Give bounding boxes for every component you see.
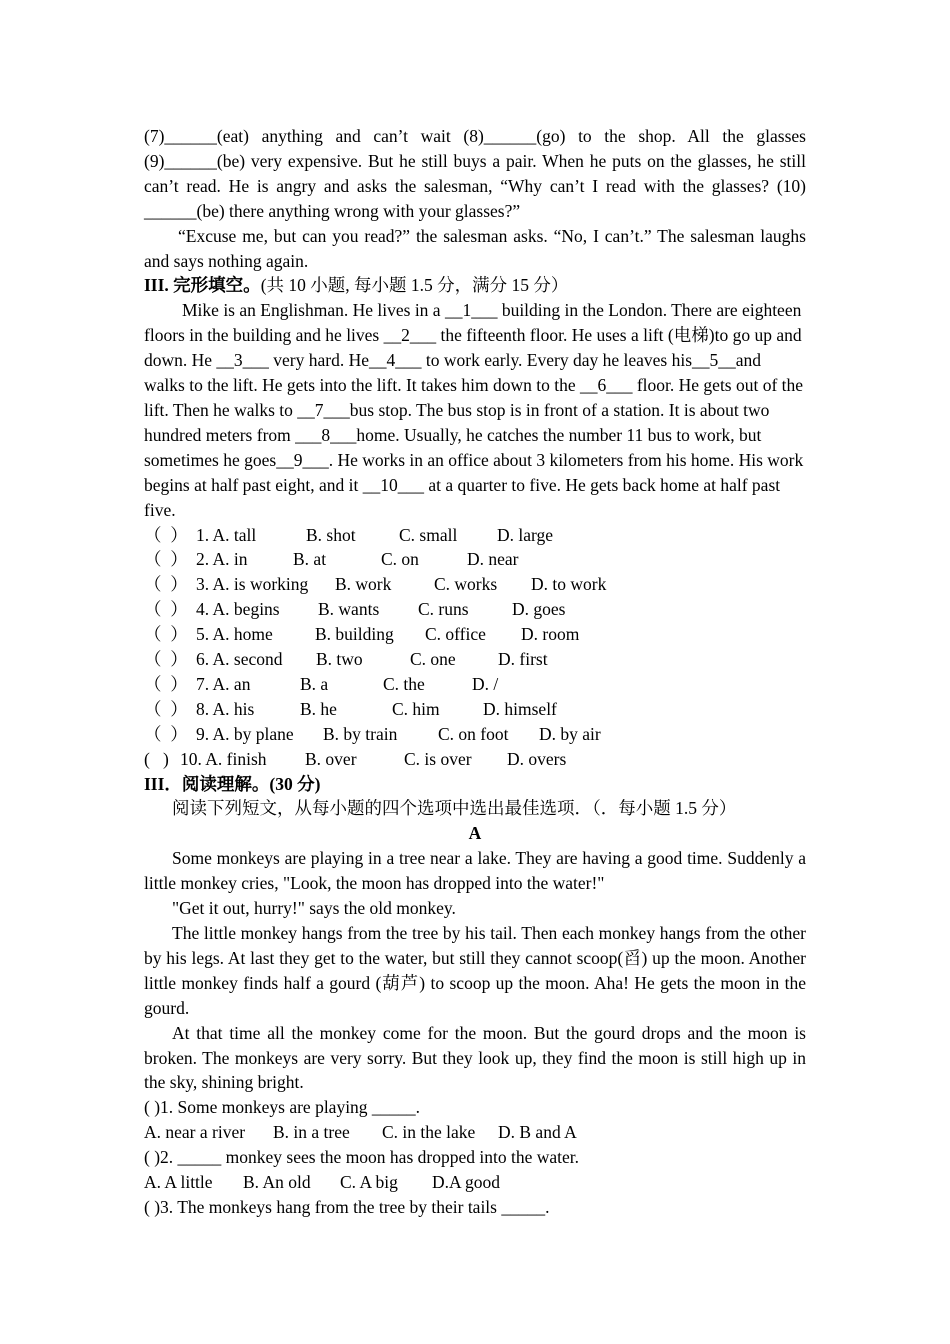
option-c: C. the (383, 673, 425, 694)
cloze-question-10 (144, 747, 806, 772)
option-a: 8. A. his (196, 698, 255, 719)
option-b: B. wants (318, 599, 380, 620)
option-b: B. he (300, 698, 337, 719)
option-b: B. at (293, 549, 327, 570)
answer-paren: （ ） (144, 574, 188, 595)
reading-question-3-stem: ( )3. The monkeys hang from the tree by their tails _____. (144, 1196, 550, 1217)
cloze-question-6 (144, 647, 806, 672)
reading-paragraph-4: At that time all the monkey come for the moon. But the gourd drops and the moon is broken. The monkeys are very sorry. But they look up, they find the moon is still high up in the sky, shining bright. (144, 1022, 806, 1093)
option-d: D. first (498, 649, 548, 670)
answer-paren: （ ） (144, 673, 188, 694)
option-a: 5. A. home (196, 624, 273, 645)
option-b: B. building (315, 624, 394, 645)
exam-page (144, 124, 806, 1220)
option-b: B. two (316, 649, 363, 670)
option-b: B. by train (323, 723, 398, 744)
option-d: D. / (472, 673, 499, 694)
option-a: 9. A. by plane (196, 723, 294, 744)
option-d: D. B and A (498, 1122, 577, 1143)
answer-paren: （ ） (144, 723, 188, 744)
answer-paren: （ ） (144, 698, 188, 719)
option-d: D.A good (432, 1172, 501, 1193)
option-d: D. overs (507, 748, 567, 769)
cloze-question-2 (144, 547, 806, 572)
cloze-heading-note: (共 10 小题, 每小题 1.5 分，满分 15 分） (260, 275, 569, 296)
cloze-question-1 (144, 523, 806, 548)
option-d: D. room (521, 624, 580, 645)
fill-blank-paragraph: (7)______(eat) anything and can’t wait (8)______(go) to the shop. All the glasses (9)______(be) very expensive. But he still buys a pair. When he puts on the glasses, he still can’t read. He is angry and asks the salesman, “Why can’t I read with the glasses? (10) ______(be) there anything wrong with your glasses?” (144, 126, 806, 221)
option-b: B. a (300, 673, 329, 694)
reading-paragraph-1: Some monkeys are playing in a tree near a lake. They are having a good time. Suddenly a little monkey cries, "Look, the moon has dropped into the water!" (144, 848, 806, 894)
option-a: A. near a river (144, 1122, 246, 1143)
option-b: B. An old (243, 1172, 311, 1193)
option-d: D. by air (539, 723, 601, 744)
option-c: C. A big (340, 1172, 398, 1193)
option-d: D. large (497, 524, 554, 545)
cloze-question-7 (144, 672, 806, 697)
cloze-question-9 (144, 722, 806, 747)
cloze-question-5 (144, 622, 806, 647)
answer-paren: （ ） (144, 524, 188, 545)
option-a: 6. A. second (196, 649, 283, 670)
option-c: C. him (392, 698, 440, 719)
option-c: C. works (434, 574, 498, 595)
option-c: C. in the lake (382, 1122, 476, 1143)
option-d: D. to work (531, 574, 607, 595)
option-a: 1. A. tall (196, 524, 257, 545)
answer-paren: （ ） (144, 549, 188, 570)
option-a: 2. A. in (196, 549, 248, 570)
option-d: D. himself (483, 698, 557, 719)
cloze-heading (144, 273, 806, 298)
option-a: 3. A. is working (196, 574, 309, 595)
reading-question-1-stem: ( )1. Some monkeys are playing _____. (144, 1097, 421, 1118)
option-c: C. office (425, 624, 486, 645)
option-a: 10. A. finish (180, 748, 267, 769)
option-a: 4. A. begins (196, 599, 280, 620)
cloze-question-3 (144, 572, 806, 597)
reading-paragraph-2: "Get it out, hurry!" says the old monkey. (172, 898, 456, 919)
reading-heading: III．阅读理解。(30 分) (144, 773, 321, 794)
reading-paragraph-3: The little monkey hangs from the tree by his tail. Then each monkey hangs from the other by his legs. At last they get to the water, but still they cannot scoop(舀) up the moon. Another little monkey finds half a gourd (葫芦) to scoop up the moon. Aha! He gets the moon in the gourd. (144, 923, 806, 1018)
option-c: C. runs (418, 599, 469, 620)
cloze-heading-title: III. 完形填空。 (144, 275, 261, 296)
option-d: D. goes (512, 599, 566, 620)
option-b: B. shot (306, 524, 356, 545)
reading-question-2-options (144, 1170, 806, 1195)
option-c: C. one (410, 649, 456, 670)
reading-instruction: 阅读下列短文，从每小题的四个选项中选出最佳选项．（．每小题 1.5 分） (172, 798, 737, 819)
option-b: B. in a tree (273, 1122, 350, 1143)
option-b: B. over (305, 748, 357, 769)
cloze-question-8 (144, 697, 806, 722)
fill-blank-paragraph-2: “Excuse me, but can you read?” the salesman asks. “No, I can’t.” The salesman laughs and says nothing again. (144, 225, 806, 271)
option-a: 7. A. an (196, 673, 251, 694)
option-c: C. small (399, 524, 458, 545)
answer-paren: （ ） (144, 649, 188, 670)
passage-title: A (468, 823, 482, 844)
reading-question-2-stem: ( )2. _____ monkey sees the moon has dropped into the water. (144, 1147, 579, 1168)
option-c: C. is over (404, 748, 472, 769)
option-c: C. on foot (438, 723, 509, 744)
option-b: B. work (335, 574, 392, 595)
cloze-passage: Mike is an Englishman. He lives in a __1___ building in the London. There are eighteen floors in the building and he lives __2___ the fifteenth floor. He uses a lift (电梯)to go up and down. He __3___ very hard. He__4___ to work early. Every day he leaves his__5__and walks to the lift. He gets into the lift. It takes him down to the __6___ floor. He gets out of the lift. Then he walks to __7___bus stop. The bus stop is in front of a station. It is about two hundred meters from ___8___home. Usually, he catches the number 11 bus to work, but sometimes he goes__9___. He works in an office about 3 kilometers from his home. His work begins at half past eight, and it __10___ at a quarter to five. He gets back home at half past five. (144, 300, 804, 520)
answer-paren: （ ） (144, 624, 188, 645)
answer-paren: （ ） (144, 599, 188, 620)
cloze-question-4 (144, 597, 806, 622)
cloze-question-list (144, 523, 806, 772)
reading-question-1-options (144, 1120, 806, 1145)
option-c: C. on (381, 549, 419, 570)
option-d: D. near (467, 549, 519, 570)
option-a: A. A little (144, 1172, 213, 1193)
answer-paren: ( ) (144, 748, 169, 769)
